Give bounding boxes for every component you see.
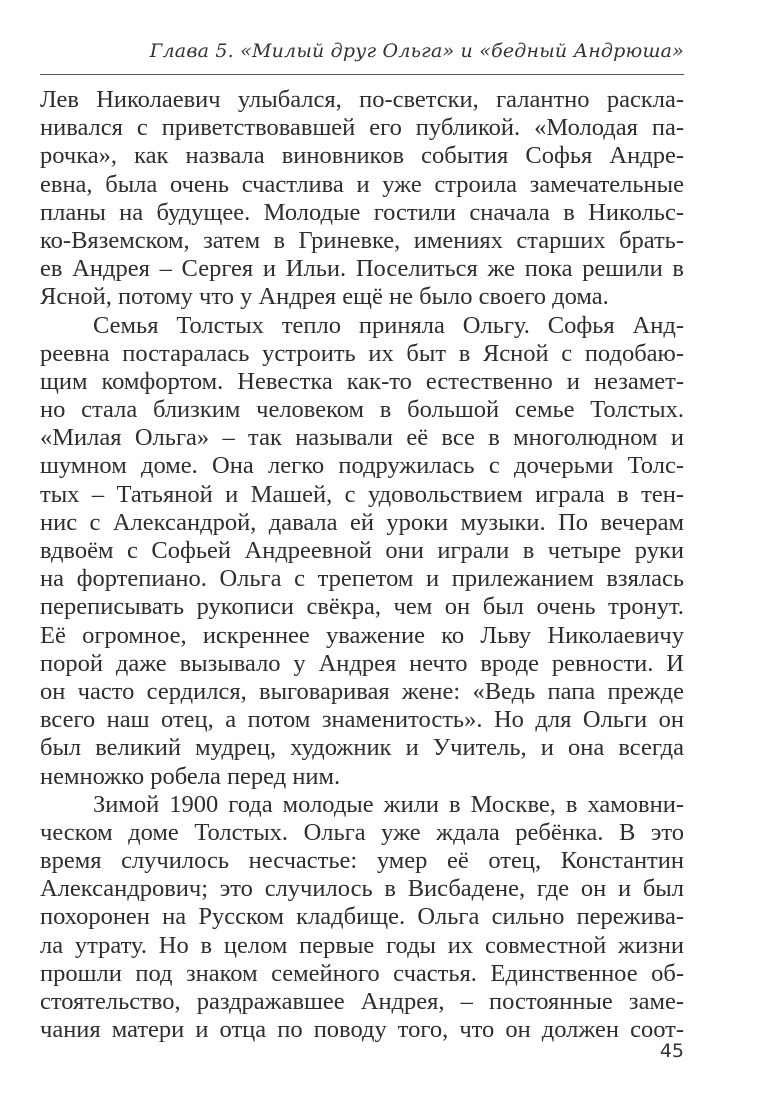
text-line: переписывать рукописи свёкра, чем он был очень тронут. <box>40 593 684 621</box>
text-line: Зимой 1900 года молодые жили в Москве, в хамовни- <box>93 790 684 818</box>
text-line: прошли под знаком семейного счастья. Единственное об- <box>40 959 684 987</box>
text-line: но стала близким человеком в большой семье Толстых. <box>40 396 684 424</box>
text-line: немножко робела перед ним. <box>40 762 341 790</box>
text-line: реевна постаралась устроить их быт в Ясной с подобаю- <box>40 339 684 367</box>
text-line: был великий мудрец, художник и Учитель, и она всегда <box>40 734 684 762</box>
text-line: вдвоём с Софьей Андреевной они играли в четыре руки <box>40 537 684 564</box>
text-line: порой даже вызывало у Андрея нечто вроде ревности. И <box>40 649 684 677</box>
text-line: время случилось несчастье: умер её отец, Константин <box>40 847 684 875</box>
text-line: нивался с приветствовавшей его публикой. «Молодая па- <box>40 114 684 142</box>
text-line: евна, была очень счастлива и уже строила замечательные <box>40 170 684 198</box>
text-line: рочка», как назвала виновников события Софья Андре- <box>40 142 684 170</box>
text-line: Её огромное, искреннее уважение ко Льву Николаевичу <box>40 621 684 649</box>
text-line: планы на будущее. Молодые гостили сначала в Никольс- <box>40 198 684 226</box>
header-rule <box>40 74 684 75</box>
text-line: похоронен на Русском кладбище. Ольга сильно пережива- <box>40 903 684 931</box>
text-line: на фортепиано. Ольга с трепетом и прилежанием взялась <box>40 565 684 593</box>
text-line: ко-Вяземском, затем в Гриневке, имениях старших брать- <box>40 226 684 254</box>
text-line: тых – Татьяной и Машей, с удовольствием играла в тен- <box>40 480 684 508</box>
paragraph <box>40 312 684 791</box>
text-line: Александрович; это случилось в Висбадене, где он и был <box>40 875 684 903</box>
text-line: нис с Александрой, давала ей уроки музыки. По вечерам <box>40 508 684 536</box>
body-text <box>40 86 684 1044</box>
text-line: ла утрату. Но в целом первые годы их совместной жизни <box>40 931 684 959</box>
text-line: ев Андрея – Сергея и Ильи. Поселиться же пока решили в <box>40 255 684 283</box>
text-line: он часто сердился, выговаривая жене: «Ведь папа прежде <box>40 677 684 705</box>
paragraph <box>40 791 684 1045</box>
text-line: стоятельство, раздражавшее Андрея, – постоянные заме- <box>40 988 684 1015</box>
page-number: 45 <box>659 1040 684 1062</box>
text-line: щим комфортом. Невестка как-то естественно и незамет- <box>40 367 684 395</box>
text-line: всего наш отец, а потом знаменитость». Но для Ольги он <box>40 706 684 734</box>
running-head: Глава 5. «Милый друг Ольга» и «бедный Андрюша» <box>149 40 684 62</box>
text-line: шумном доме. Она легко подружилась с дочерьми Толс- <box>40 452 684 480</box>
text-line: «Милая Ольга» – так называли её все в многолюдном и <box>40 424 684 452</box>
text-line: чания матери и отца по поводу того, что он должен соот- <box>40 1016 684 1044</box>
text-line: Лев Николаевич улыбался, по-светски, галантно раскла- <box>40 86 684 113</box>
text-line: Ясной, потому что у Андрея ещё не было своего дома. <box>40 283 609 311</box>
paragraph <box>40 86 684 312</box>
text-line: ческом доме Толстых. Ольга уже ждала ребёнка. В это <box>40 818 684 846</box>
text-line: Семья Толстых тепло приняла Ольгу. Софья Анд- <box>93 311 684 339</box>
